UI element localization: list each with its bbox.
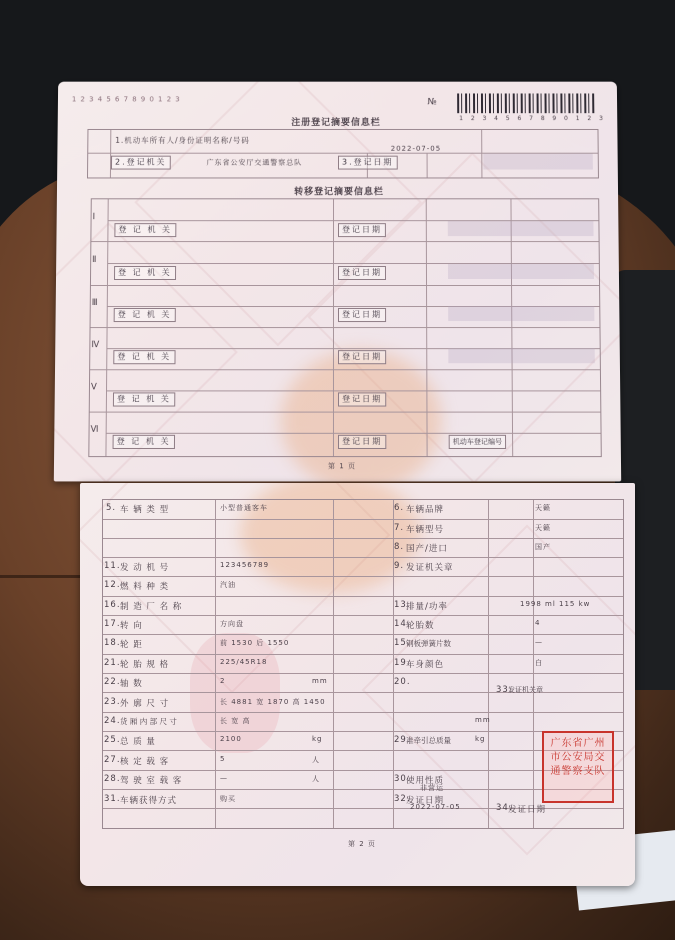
issue-date-value: 2022-07-05	[410, 803, 461, 811]
row-num-9: 9.	[394, 561, 405, 571]
unit-kg: kg	[312, 735, 323, 743]
row-num-7: 7.	[394, 523, 405, 533]
origin-label: 国产/进口	[406, 544, 448, 554]
row-num-24: 24.	[104, 716, 121, 726]
transfer-authority-label: 登 记 机 关	[114, 223, 176, 237]
row-num-6: 6.	[394, 503, 405, 513]
issue-date-label: 发证日期	[406, 796, 445, 806]
body-color-value: 白	[535, 659, 543, 667]
row-num-27: 27.	[104, 755, 121, 765]
transfer-header-title: 转移登记摘要信息栏	[294, 187, 384, 198]
transfer-authority-label: 登 记 机 关	[114, 266, 176, 280]
cargo-box-label: 货 厢 内 部 尺 寸	[120, 717, 177, 726]
section-number-5: Ⅴ	[90, 382, 98, 393]
date-label: 3.登记日期	[338, 156, 397, 170]
manufacturer-label: 制 造 厂 名 称	[120, 602, 183, 612]
transfer-authority-label: 登 记 机 关	[114, 308, 176, 322]
row-num-23: 23.	[104, 697, 121, 707]
row-num-32: 32.	[394, 794, 411, 804]
dimensions-value: 长 4881 宽 1870 高 1450	[220, 698, 326, 706]
model-label: 车辆型号	[406, 525, 445, 535]
track-value: 前 1530 后 1550	[220, 639, 290, 647]
row-num-29: 29.	[394, 735, 411, 745]
registration-header-title: 注册登记摘要信息栏	[291, 118, 381, 128]
unit-person: 人	[312, 756, 320, 764]
transfer-date-label: 登记日期	[338, 266, 386, 280]
brand-value: 天籁	[535, 504, 551, 512]
row-num-25: 25.	[104, 735, 121, 745]
row-shade	[448, 221, 594, 236]
towing-mass-unit: kg	[475, 735, 486, 743]
transfer-date-label: 登记日期	[338, 435, 386, 449]
row-num-13: 13.	[394, 600, 411, 610]
fuel-type-value: 汽油	[220, 581, 236, 589]
transfer-date-label: 登记日期	[338, 308, 386, 322]
row-num-20: 20.	[394, 677, 411, 687]
displacement-label: 排量/功率	[406, 602, 448, 612]
passengers-label: 核 定 载 客	[120, 757, 170, 767]
issuing-seal-label: 发证机关章	[406, 563, 454, 573]
row-num-15: 15.	[394, 638, 411, 648]
cab-passengers-value: —	[220, 774, 228, 782]
total-mass-label: 总 质 量	[120, 737, 156, 747]
track-label: 轮 距	[120, 640, 143, 650]
origin-value: 国产	[535, 543, 551, 551]
model-value: 天籁	[535, 524, 551, 532]
row-num-8: 8.	[394, 542, 405, 552]
row-num-16: 16.	[104, 600, 121, 610]
row-num-17: 17.	[104, 619, 121, 629]
section-number-2: Ⅱ	[92, 255, 98, 266]
registration-summary-page	[54, 82, 621, 482]
unit-mm: mm	[475, 716, 491, 724]
seal-date-label: 发证日期	[508, 805, 547, 815]
barcode	[457, 93, 594, 113]
issuing-authority-seal: 广东省广州市公安局交通警察支队	[542, 731, 614, 803]
row-num-33: 33.	[496, 685, 513, 695]
engine-number-label: 发 动 机 号	[120, 563, 170, 573]
row-num-21: 21.	[104, 658, 121, 668]
row-shade	[448, 264, 594, 279]
axles-label: 轴 数	[120, 679, 143, 689]
transfer-authority-label: 登 记 机 关	[113, 350, 175, 364]
row-num-18: 18.	[104, 638, 121, 648]
microprint-line: 1 2 3 4 5 6 7 8 9 0 1 2 3	[71, 95, 181, 104]
unit-mm: mm	[312, 677, 328, 685]
leaf-spring-value: —	[535, 638, 543, 646]
brand-label: 车辆品牌	[406, 505, 445, 515]
tire-spec-value: 225/45R18	[220, 658, 268, 666]
transfer-date-label: 登记日期	[338, 392, 386, 406]
row-num-19: 19.	[394, 658, 411, 668]
row-num-28: 28.	[104, 774, 121, 784]
cab-passengers-label: 驾 驶 室 载 客	[120, 776, 183, 786]
authority-label: 2.登记机关	[111, 156, 170, 170]
vehicle-type-value: 小型普通客车	[220, 504, 268, 512]
engine-number-value: 123456789	[220, 561, 270, 569]
usage-label: 使用性质	[406, 776, 445, 786]
steering-value: 方向盘	[220, 620, 244, 628]
row-shade	[448, 348, 595, 363]
row-num-12: 12.	[104, 580, 121, 590]
vehicle-info-page	[80, 483, 635, 886]
barcode-digits: 1 2 3 4 5 6 7 8 9 0 1 2 3	[459, 115, 606, 123]
usage-value: 非营运	[420, 784, 444, 792]
row-num-34: 34.	[496, 803, 513, 813]
row-num-30: 30.	[394, 774, 411, 784]
acquisition-label: 车辆获得方式	[120, 796, 178, 806]
transfer-authority-label: 登 记 机 关	[113, 435, 175, 449]
transfer-date-label: 登记日期	[338, 350, 386, 364]
row-num-14: 14.	[394, 619, 411, 629]
vehicle-type-label: 车 辆 类 型	[120, 505, 170, 515]
displacement-value: 1998 ml 115 kw	[520, 600, 591, 608]
unit-person: 人	[312, 775, 320, 783]
section-number-3: Ⅲ	[91, 298, 99, 309]
row-shade	[448, 306, 594, 321]
body-color-label: 车身颜色	[406, 660, 445, 670]
row-num-11: 11.	[104, 561, 121, 571]
transfer-block	[88, 198, 602, 457]
registrant-label: 1.机动车所有人/身份证明名称/号码	[115, 135, 250, 145]
total-mass-value: 2100	[220, 735, 242, 743]
passengers-value: 5	[220, 755, 226, 763]
tire-spec-label: 轮 胎 规 格	[120, 660, 170, 670]
seal-label: 发证机关章	[508, 686, 543, 694]
page-number-2: 第 2 页	[348, 840, 376, 848]
cargo-box-value: 长 宽 高	[220, 717, 251, 725]
towing-mass-label: 准牵引总质量	[406, 736, 451, 745]
authority-value: 广东省公安厅交通警察总队	[206, 158, 303, 167]
fuel-type-label: 燃 料 种 类	[120, 582, 170, 592]
page-number-1: 第 1 页	[327, 462, 357, 471]
steering-label: 转 向	[120, 621, 143, 631]
tire-count-label: 轮胎数	[406, 621, 435, 631]
leaf-spring-label: 钢板弹簧片数	[406, 639, 451, 648]
date-value: 2022-07-05	[390, 144, 442, 153]
section-number-6: Ⅵ	[90, 424, 100, 435]
acquisition-value: 购买	[220, 795, 236, 803]
transfer-number-label: 机动车登记编号	[449, 435, 506, 449]
serial-prefix: №	[427, 97, 438, 108]
row-num-31: 31.	[104, 794, 121, 804]
axles-value: 2	[220, 677, 226, 685]
dimensions-label: 外 廓 尺 寸	[120, 699, 170, 709]
section-number-4: Ⅳ	[91, 340, 101, 351]
row-num-22: 22.	[104, 677, 121, 687]
tire-count-value: 4	[535, 619, 541, 627]
row-num-5: 5.	[106, 503, 117, 513]
number-field-shade	[483, 154, 593, 170]
transfer-date-label: 登记日期	[338, 223, 386, 237]
transfer-authority-label: 登 记 机 关	[113, 392, 175, 406]
section-number-1: Ⅰ	[92, 212, 97, 223]
